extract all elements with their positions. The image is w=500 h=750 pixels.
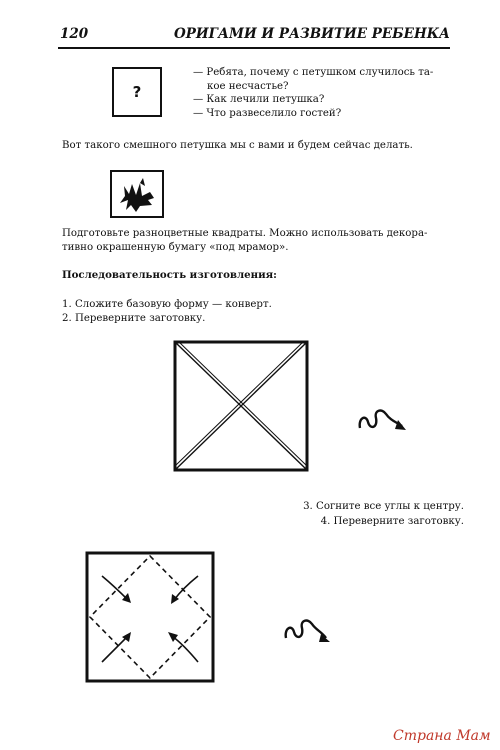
sequence-title: Последовательность изготовления:	[62, 269, 277, 281]
rooster-figure	[110, 170, 164, 218]
flip-over-icon	[352, 400, 412, 444]
prepare-line: тивно окрашенную бумагу «под мрамор».	[62, 242, 289, 253]
flip-over-icon	[278, 610, 338, 654]
step-item: 3. Согните все углы к центру.	[303, 501, 464, 512]
dialog-line: — Как лечили петушка?	[193, 94, 325, 105]
prepare-paragraph	[62, 227, 472, 255]
dialog-questions	[193, 66, 473, 120]
dialog-line: — Ребята, почему с петушком случилось та-	[193, 67, 434, 78]
question-box	[112, 67, 162, 117]
step-item: 1. Сложите базовую форму — конверт.	[62, 299, 272, 310]
header-bar	[60, 26, 450, 42]
page-number: 120	[60, 26, 89, 42]
step-item: 4. Переверните заготовку.	[320, 516, 464, 527]
step-item: 2. Переверните заготовку.	[62, 313, 206, 324]
running-title: ОРИГАМИ И РАЗВИТИЕ РЕБЕНКА	[174, 26, 450, 42]
dialog-line: — Что развеселило гостей?	[193, 107, 342, 119]
rooster-icon	[112, 172, 162, 216]
watermark: Страна Мам	[393, 728, 491, 744]
intro-paragraph: Вот такого смешного петушка мы с вами и будем сейчас делать.	[62, 140, 413, 151]
envelope-base-diagram	[172, 339, 312, 477]
prepare-line: Подготовьте разноцветные квадраты. Можно использовать декора-	[62, 228, 428, 239]
question-mark-icon: ?	[132, 83, 142, 101]
dialog-line: кое несчастье?	[207, 80, 289, 92]
steps-3-4	[303, 499, 464, 529]
header-rule	[58, 47, 450, 49]
fold-corners-diagram	[84, 550, 218, 690]
steps-1-2	[62, 298, 272, 326]
